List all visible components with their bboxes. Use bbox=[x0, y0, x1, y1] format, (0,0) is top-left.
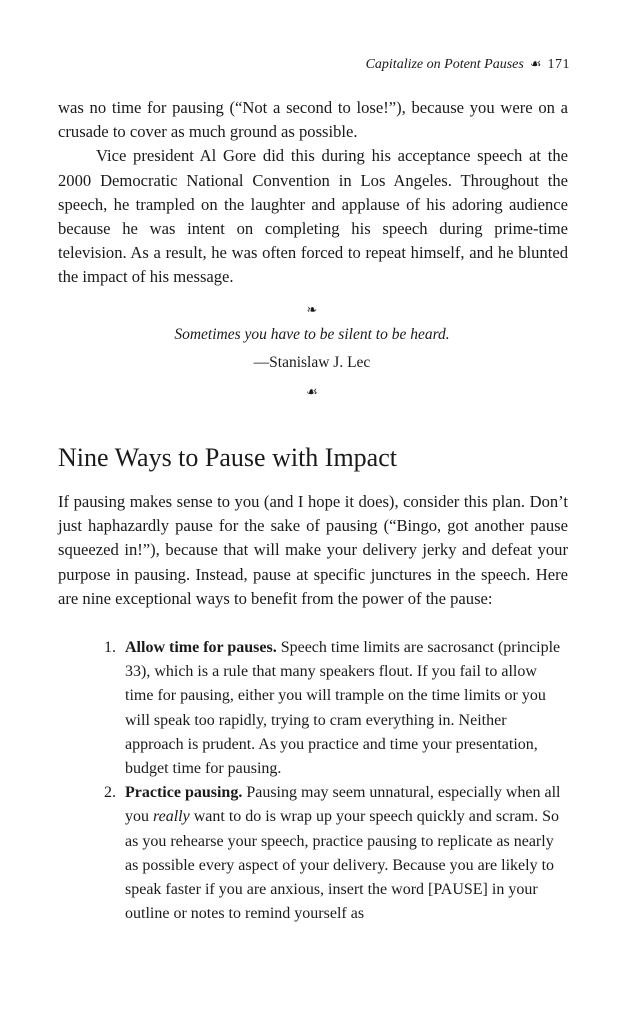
list-item-body-start: Pausing may seem unnatural, especially when all you bbox=[125, 784, 561, 826]
numbered-list bbox=[0, 636, 624, 926]
list-item-title: Allow time for pauses. bbox=[125, 639, 277, 656]
paragraph-intro: If pausing makes sense to you (and I hope it does), consider this plan. Don’t just haphazardly pause for the sake of pausing (“Bingo, got another pause squeezed in!”), because that will make your delivery jerky and defeat your purpose in pausing. Instead, pause at specific junctures in the speech. Here are nine exceptional ways to benefit from the power of the pause: bbox=[58, 492, 568, 608]
running-head bbox=[366, 54, 570, 75]
body-text-top bbox=[58, 96, 568, 290]
list-item-emphasis: really bbox=[153, 808, 190, 826]
body-text-intro bbox=[58, 490, 568, 611]
running-head-title: Capitalize on Potent Pauses bbox=[365, 57, 524, 72]
list-item-text bbox=[125, 636, 567, 781]
list-item bbox=[0, 781, 624, 926]
section-heading: Nine Ways to Pause with Impact bbox=[58, 443, 397, 472]
list-item-number: 1. bbox=[104, 639, 116, 656]
list-item-number: 2. bbox=[104, 784, 116, 802]
list-item-title: Practice pausing. bbox=[125, 784, 243, 802]
fleuron-bottom-icon: ☙ bbox=[306, 384, 318, 399]
list-item-body-end: want to do is wrap up your speech quickly and scram. So as you rehearse your speech, practice pausing to replicate as nearly as possible every aspect of your delivery. Because you are likely to speak faster if you are anxious, insert the word [PAUSE] in your outline or notes to remind yourself as bbox=[125, 808, 559, 923]
paragraph-al-gore: Vice president Al Gore did this during his acceptance speech at the 2000 Democratic National Convention in Los Angeles. Throughout the speech, he trampled on the laughter and applause of his adoring audience because he was intent on completing his speech during prime-time television. As a result, he was often forced to repeat himself, and he blunted the impact of his message. bbox=[58, 146, 568, 287]
page-number: 171 bbox=[547, 57, 570, 72]
epigraph-attribution: —Stanislaw J. Lec bbox=[253, 354, 371, 371]
list-item-text bbox=[125, 781, 567, 926]
fleuron-ornament-icon: ☙ bbox=[529, 56, 542, 71]
list-item-body: Speech time limits are sacrosanct (principle 33), which is a rule that many speakers flout. If you fail to allow time for pausing, either you will trample on the time limits or you will speak too rapidly, trying to cram everything in. Neither approach is prudent. As you practice and time your presentation, budget time for pausing. bbox=[125, 639, 561, 778]
fleuron-top-icon: ❧ bbox=[306, 302, 318, 317]
paragraph-continuation: was no time for pausing (“Not a second to lose!”), because you were on a crusade to cover as much ground as possible. bbox=[58, 98, 568, 142]
list-item bbox=[0, 636, 624, 781]
epigraph-quote: Sometimes you have to be silent to be heard. bbox=[174, 326, 450, 343]
